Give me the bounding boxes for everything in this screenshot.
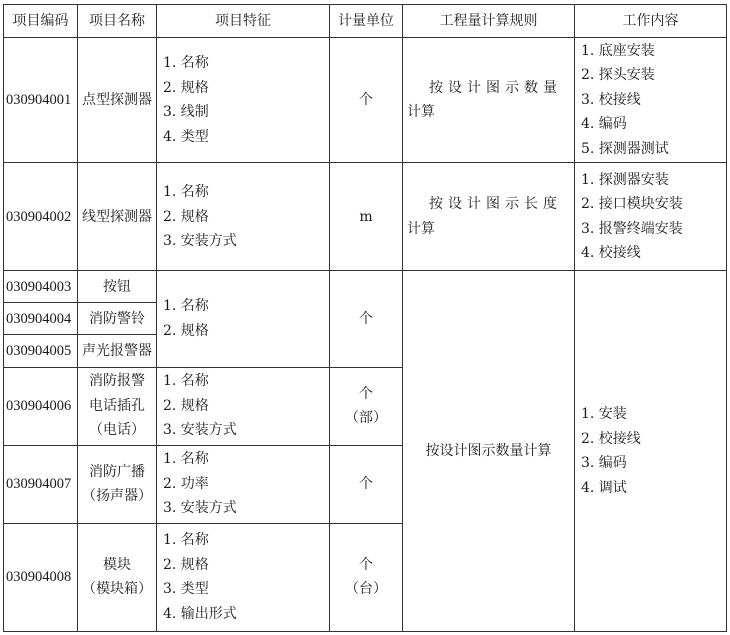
table-row	[4, 271, 727, 303]
item-features: 1. 名称 2. 规格 3. 类型 4. 输出形式	[157, 523, 330, 631]
item-features: 1. 名称 2. 规格 3. 线制 4. 类型	[157, 38, 330, 163]
item-name: 声光报警器	[78, 335, 157, 367]
item-name: 模块 （模块箱）	[78, 523, 157, 631]
item-code: 030904003	[4, 271, 78, 303]
item-unit: 个 （台）	[330, 523, 403, 631]
header-row	[4, 5, 727, 38]
item-work: 1. 探测器安装 2. 接口模块安装 3. 报警终端安装 4. 校接线	[575, 163, 727, 271]
header-item-name: 项目名称	[78, 5, 157, 38]
shared-rule: 按设计图示数量计算	[403, 271, 575, 632]
item-code: 030904007	[4, 445, 78, 523]
header-item-code: 项目编码	[4, 5, 78, 38]
item-features: 1. 名称 2. 规格	[157, 271, 330, 367]
item-name: 按钮	[78, 271, 157, 303]
item-name: 消防报警 电话插孔 （电话）	[78, 367, 157, 445]
shared-work: 1. 安装 2. 校接线 3. 编码 4. 调试	[575, 271, 727, 632]
item-name: 点型探测器	[78, 38, 157, 163]
table-row	[4, 38, 727, 163]
item-rule: 按设计图示数量 计算	[403, 38, 575, 163]
item-code: 030904004	[4, 303, 78, 335]
item-code: 030904006	[4, 367, 78, 445]
item-code: 030904008	[4, 523, 78, 631]
item-code: 030904001	[4, 38, 78, 163]
item-name: 线型探测器	[78, 163, 157, 271]
item-code: 030904002	[4, 163, 78, 271]
header-features: 项目特征	[157, 5, 330, 38]
item-rule: 按设计图示长度 计算	[403, 163, 575, 271]
item-features: 1. 名称 2. 规格 3. 安装方式	[157, 163, 330, 271]
item-code: 030904005	[4, 335, 78, 367]
item-name: 消防广播 （扬声器）	[78, 445, 157, 523]
item-features: 1. 名称 2. 规格 3. 安装方式	[157, 367, 330, 445]
item-features: 1. 名称 2. 功率 3. 安装方式	[157, 445, 330, 523]
item-unit: 个	[330, 445, 403, 523]
table-row	[4, 163, 727, 271]
item-unit: 个	[330, 38, 403, 163]
item-name: 消防警铃	[78, 303, 157, 335]
header-work: 工作内容	[575, 5, 727, 38]
item-unit: 个 （部）	[330, 367, 403, 445]
header-unit: 计量单位	[330, 5, 403, 38]
item-work: 1. 底座安装 2. 探头安装 3. 校接线 4. 编码 5. 探测器测试	[575, 38, 727, 163]
quota-table	[3, 4, 727, 632]
header-rule: 工程量计算规则	[403, 5, 575, 38]
item-unit: 个	[330, 271, 403, 367]
item-unit: m	[330, 163, 403, 271]
